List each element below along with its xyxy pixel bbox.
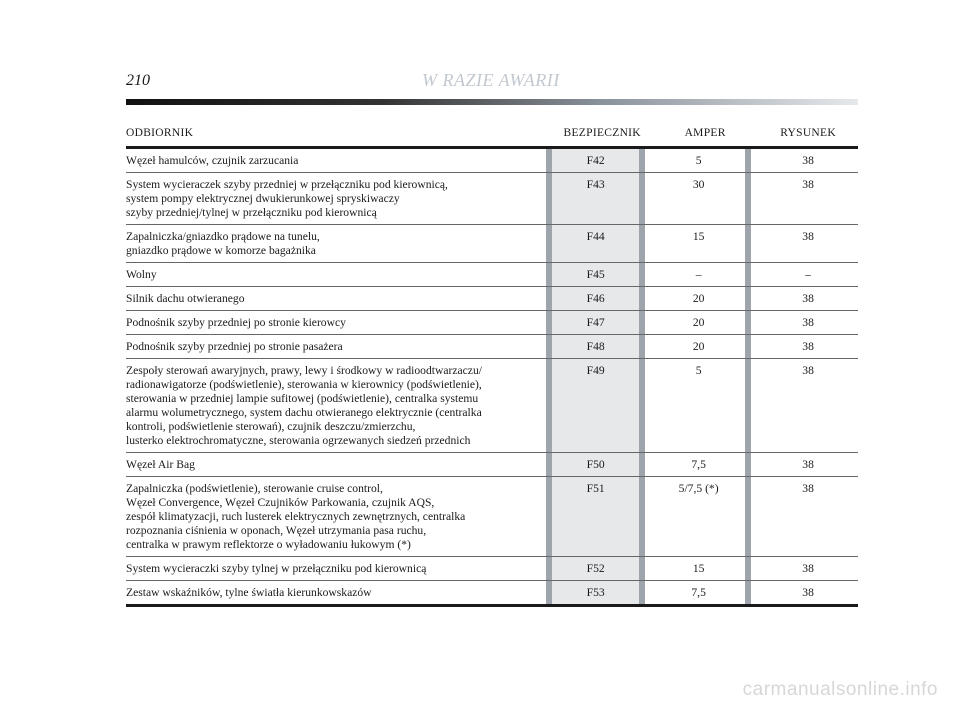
receiver-cell	[126, 287, 538, 311]
column-header-figure: RYSUNEK	[758, 120, 858, 148]
fuse-cell: F48	[552, 335, 652, 359]
amper-cell: 5	[652, 148, 758, 173]
receiver-line: sterowania w przedniej lampie sufitowej (podświetlenie), centralka systemu	[126, 392, 479, 405]
gap-cell	[538, 287, 553, 311]
amper-cell: 20	[652, 311, 758, 335]
amper-cell: 30	[652, 173, 758, 225]
receiver-line: Węzeł Convergence, Węzeł Czujników Parkowania, czujnik AQS,	[126, 496, 435, 509]
gap-cell	[538, 453, 553, 477]
receiver-line: Zespoły sterowań awaryjnych, prawy, lewy i środkowy w radioodtwarzaczu/	[126, 364, 482, 377]
receiver-line: System wycieraczek szyby przedniej w przełączniku pod kierownicą,	[126, 178, 448, 191]
receiver-line: kontroli, podświetlenie sterowań), czujnik deszczu/zmierzchu,	[126, 420, 416, 433]
fuse-table-header	[126, 120, 858, 148]
table-row	[126, 581, 858, 606]
table-row	[126, 263, 858, 287]
receiver-cell	[126, 311, 538, 335]
receiver-line: Zapalniczka/gniazdko prądowe na tunelu,	[126, 230, 320, 243]
table-row	[126, 453, 858, 477]
fuse-cell: F51	[552, 477, 652, 557]
receiver-cell	[126, 477, 538, 557]
fuse-cell: F53	[552, 581, 652, 606]
fuse-cell: F47	[552, 311, 652, 335]
receiver-line: Zapalniczka (podświetlenie), sterowanie cruise control,	[126, 482, 383, 495]
table-row	[126, 477, 858, 557]
receiver-cell	[126, 263, 538, 287]
figure-cell: 38	[758, 148, 858, 173]
figure-cell: 38	[758, 173, 858, 225]
figure-cell: 38	[758, 225, 858, 263]
figure-cell: 38	[758, 477, 858, 557]
receiver-line: centralka w prawym reflektorze o wyładowaniu łukowym (*)	[126, 538, 411, 551]
gap-cell	[538, 311, 553, 335]
fuse-table-body	[126, 148, 858, 606]
receiver-cell	[126, 557, 538, 581]
table-row	[126, 173, 858, 225]
receiver-line: rozpoznania ciśnienia w oponach, Węzeł utrzymania pasa ruchu,	[126, 524, 427, 537]
fuse-cell: F42	[552, 148, 652, 173]
figure-cell: 38	[758, 557, 858, 581]
receiver-line: Zestaw wskaźników, tylne światła kierunkowskazów	[126, 586, 372, 599]
gap-cell	[538, 477, 553, 557]
gap-cell	[538, 581, 553, 606]
amper-cell: 15	[652, 557, 758, 581]
amper-cell: 5	[652, 359, 758, 453]
table-row	[126, 148, 858, 173]
figure-cell: 38	[758, 335, 858, 359]
watermark: carmanualsonline.info	[742, 679, 938, 700]
fuse-cell: F52	[552, 557, 652, 581]
gap-cell	[538, 263, 553, 287]
gap-cell	[538, 173, 553, 225]
amper-cell: 20	[652, 287, 758, 311]
table-row	[126, 287, 858, 311]
table-row	[126, 335, 858, 359]
receiver-line: system pompy elektrycznej dwukierunkowej spryskiwaczy	[126, 192, 400, 205]
page-number: 210	[126, 72, 150, 89]
gap-cell	[538, 225, 553, 263]
receiver-cell	[126, 148, 538, 173]
receiver-line: Podnośnik szyby przedniej po stronie kierowcy	[126, 316, 346, 329]
gap-cell	[538, 359, 553, 453]
gap-cell	[538, 148, 553, 173]
receiver-line: zespół klimatyzacji, ruch lusterek elektrycznych zewnętrznych, centralka	[126, 510, 466, 523]
receiver-line: Wolny	[126, 268, 157, 281]
receiver-cell	[126, 359, 538, 453]
figure-cell: 38	[758, 311, 858, 335]
figure-cell: 38	[758, 581, 858, 606]
gap-cell	[538, 335, 553, 359]
amper-cell: –	[652, 263, 758, 287]
fuse-cell: F43	[552, 173, 652, 225]
receiver-line: System wycieraczki szyby tylnej w przełączniku pod kierownicą	[126, 562, 427, 575]
receiver-line: Podnośnik szyby przedniej po stronie pasażera	[126, 340, 343, 353]
gap-cell	[538, 557, 553, 581]
figure-cell: 38	[758, 287, 858, 311]
receiver-line: Węzeł Air Bag	[126, 458, 195, 471]
table-row	[126, 557, 858, 581]
section-title: W RAZIE AWARII	[422, 70, 560, 90]
receiver-line: lusterko elektrochromatyczne, sterowania ogrzewanych siedzeń przednich	[126, 434, 471, 447]
receiver-cell	[126, 453, 538, 477]
column-header-receiver: ODBIORNIK	[126, 120, 538, 148]
fuse-cell: F49	[552, 359, 652, 453]
amper-cell: 7,5	[652, 581, 758, 606]
amper-cell: 5/7,5 (*)	[652, 477, 758, 557]
receiver-line: gniazdko prądowe w komorze bagażnika	[126, 244, 316, 257]
table-row	[126, 225, 858, 263]
fuse-cell: F46	[552, 287, 652, 311]
receiver-cell	[126, 335, 538, 359]
receiver-line: Węzeł hamulców, czujnik zarzucania	[126, 154, 299, 167]
amper-cell: 15	[652, 225, 758, 263]
receiver-line: radionawigatorze (podświetlenie), sterowania w kierownicy (podświetlenie),	[126, 378, 482, 391]
fuse-table	[126, 120, 858, 607]
receiver-line: Silnik dachu otwieranego	[126, 292, 245, 305]
header-rule	[126, 99, 858, 105]
receiver-line: szyby przedniej/tylnej w przełączniku pod kierownicą	[126, 206, 377, 219]
amper-cell: 20	[652, 335, 758, 359]
figure-cell: –	[758, 263, 858, 287]
receiver-cell	[126, 173, 538, 225]
figure-cell: 38	[758, 359, 858, 453]
fuse-cell: F50	[552, 453, 652, 477]
receiver-line: alarmu wolumetrycznego, system dachu otwieranego elektrycznie (centralka	[126, 406, 482, 419]
column-header-fuse: BEZPIECZNIK	[552, 120, 652, 148]
receiver-cell	[126, 581, 538, 606]
receiver-cell	[126, 225, 538, 263]
column-header-gap	[538, 120, 553, 148]
table-row	[126, 359, 858, 453]
amper-cell: 7,5	[652, 453, 758, 477]
table-row	[126, 311, 858, 335]
fuse-cell: F45	[552, 263, 652, 287]
fuse-cell: F44	[552, 225, 652, 263]
figure-cell: 38	[758, 453, 858, 477]
column-header-amper: AMPER	[652, 120, 758, 148]
